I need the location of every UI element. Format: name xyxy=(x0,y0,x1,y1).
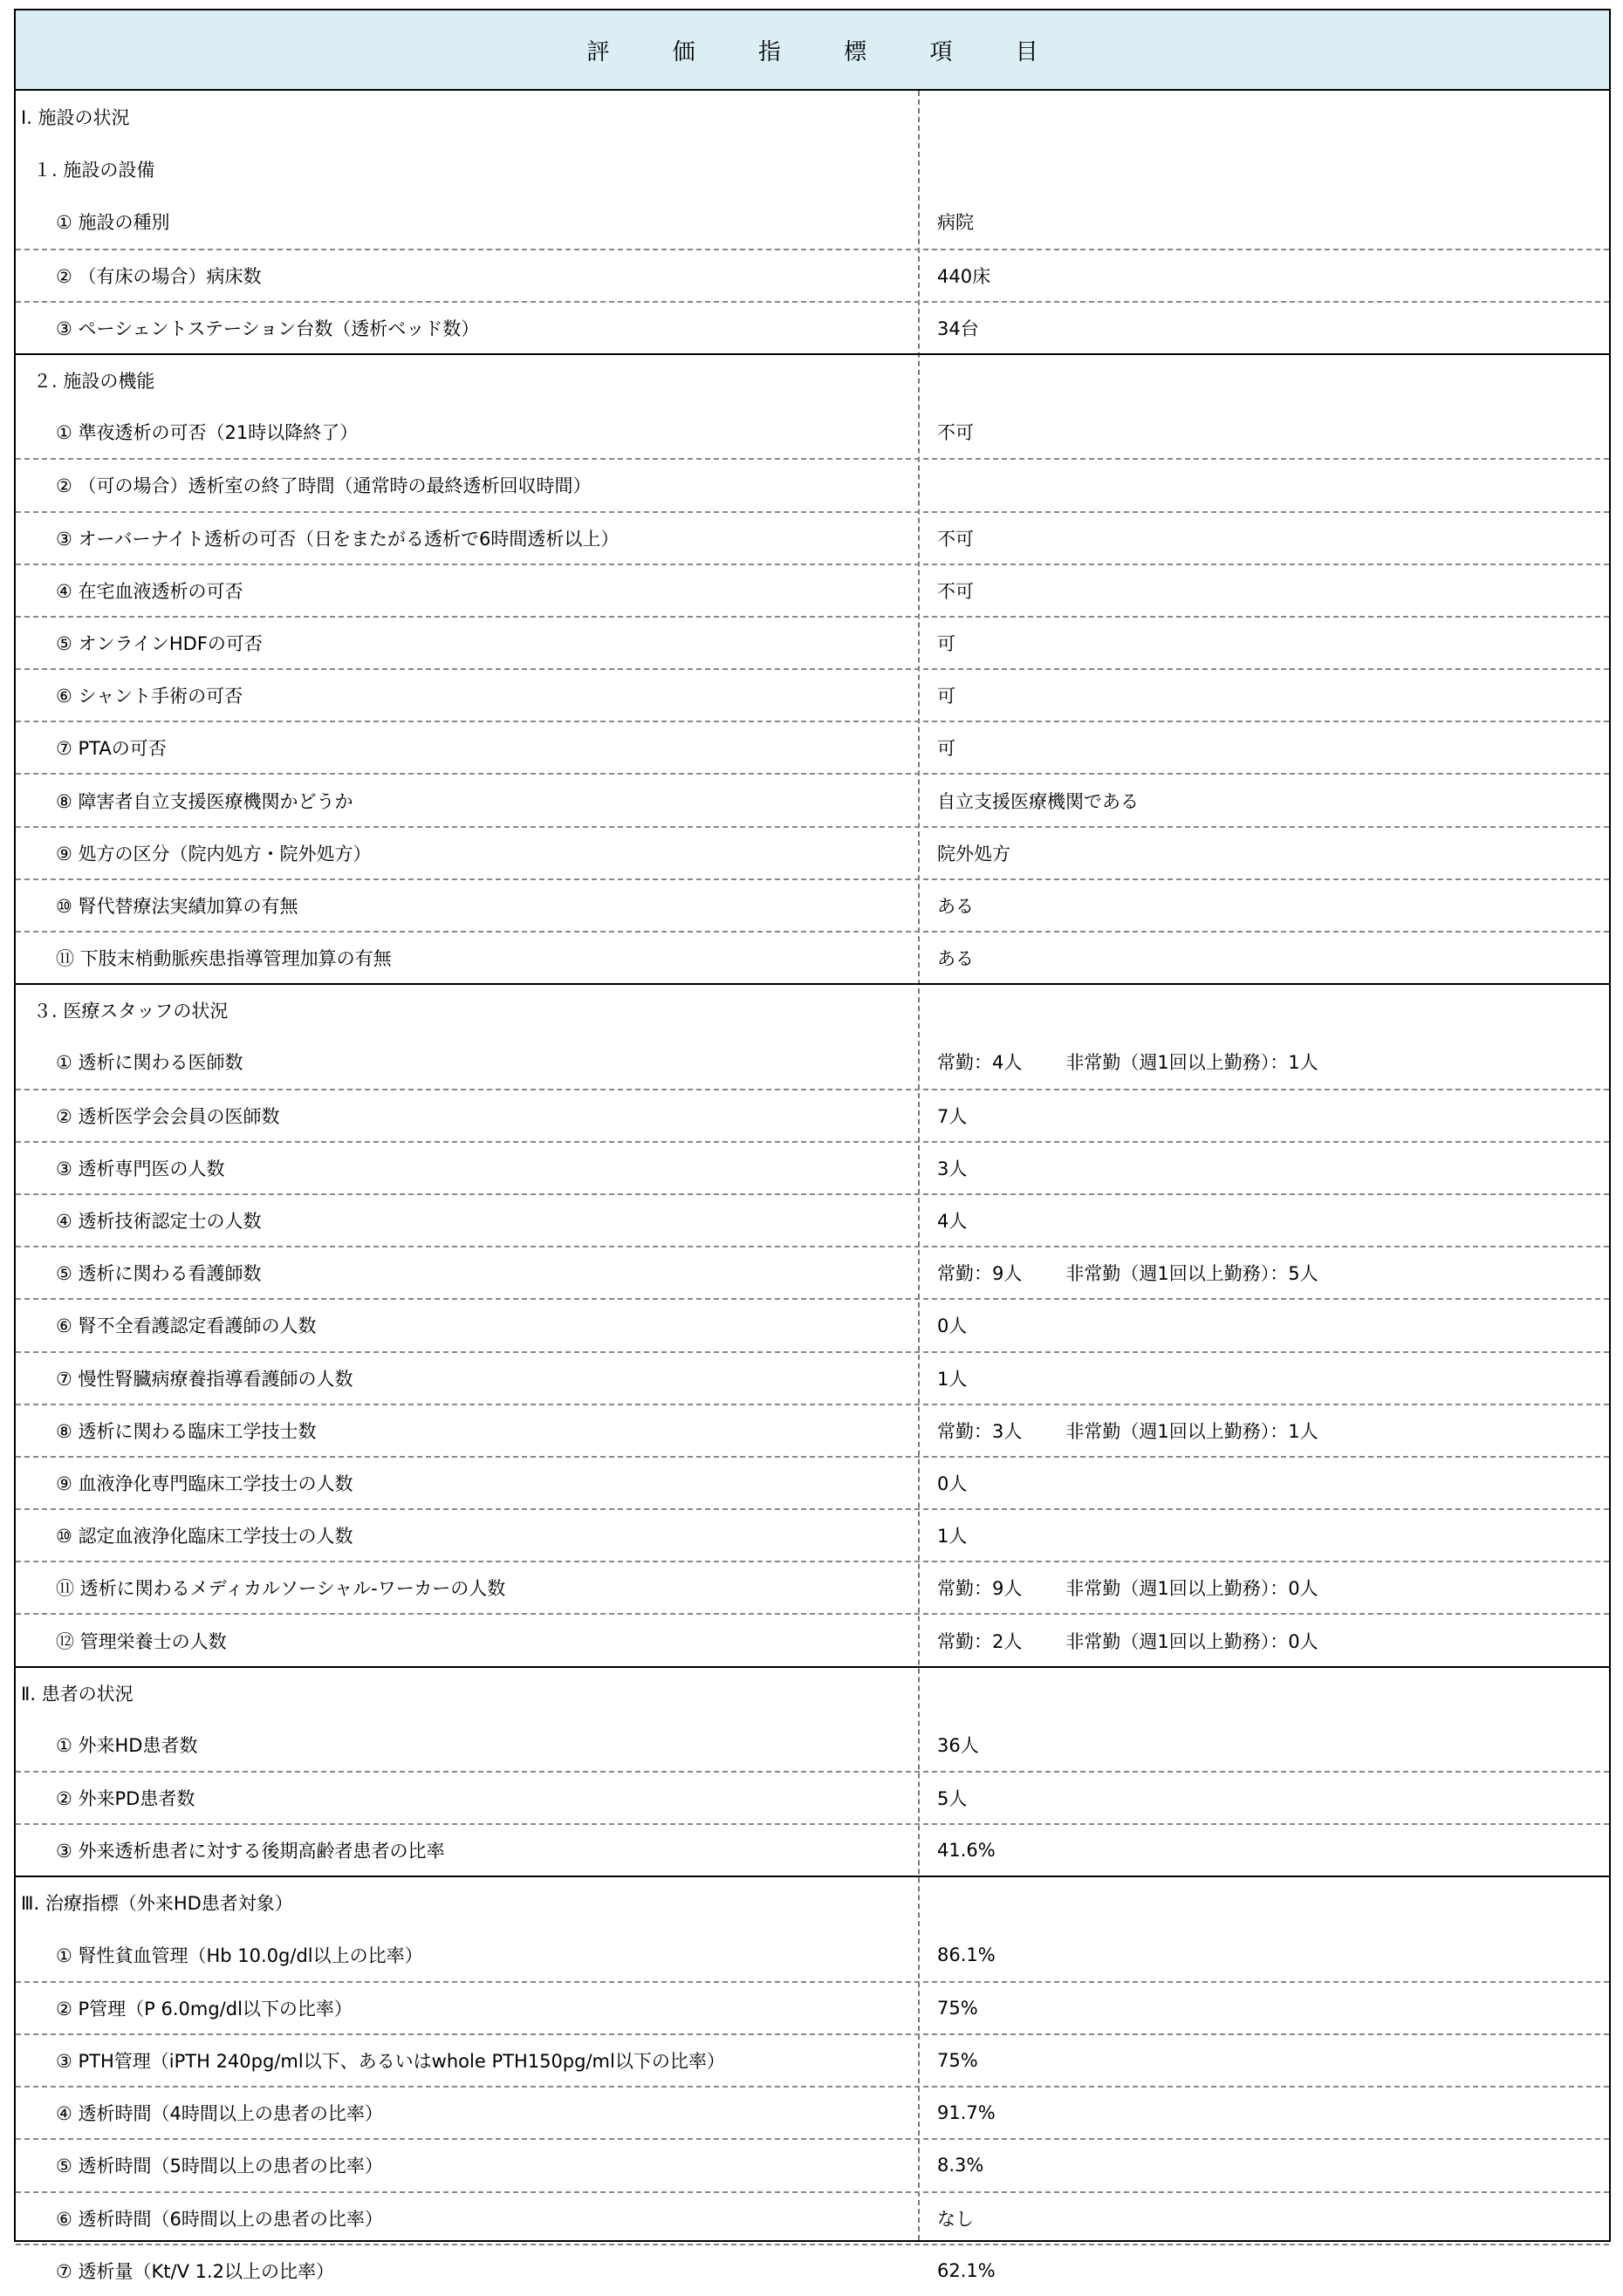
item-value-primary: 常勤：4人 xyxy=(937,1052,1023,1074)
table-row xyxy=(16,249,1609,301)
item-label: ⑫ 管理栄養士の人数 xyxy=(56,1630,227,1652)
table-row xyxy=(16,1613,1609,1665)
table-row xyxy=(16,2138,1609,2190)
table-header xyxy=(16,10,1609,91)
item-value xyxy=(937,460,1600,510)
item-label: ⑤ オンラインHDFの可否 xyxy=(56,632,263,654)
item-value-primary: 86.1% xyxy=(937,1944,996,1965)
item-label: ⑪ 下肢末梢動脈疾患指導管理加算の有無 xyxy=(56,948,392,970)
item-value xyxy=(937,1090,1600,1141)
table-row xyxy=(16,1929,1609,1981)
item-label: ④ 透析時間（4時間以上の患者の比率） xyxy=(56,2103,383,2125)
item-label: ⑥ シャント手術の可否 xyxy=(56,686,243,707)
item-value-primary: 5人 xyxy=(937,1788,968,1810)
item-value-primary: 可 xyxy=(937,738,955,760)
item-value xyxy=(937,513,1600,564)
section-title: Ⅰ. 施設の状況 xyxy=(21,107,130,129)
item-label: ⑨ 血液浄化専門臨床工学技士の人数 xyxy=(56,1473,353,1494)
item-value-primary: 0人 xyxy=(937,1315,968,1337)
item-value-primary: 3人 xyxy=(937,1158,968,1179)
item-value-primary: 常勤：9人 xyxy=(937,1263,1023,1285)
item-value xyxy=(937,1719,1600,1771)
item-label: ⑨ 処方の区分（院内処方・院外処方） xyxy=(56,843,372,864)
table-row xyxy=(16,1981,1609,2033)
item-value xyxy=(937,1035,1600,1088)
item-value xyxy=(937,1143,1600,1193)
item-value xyxy=(937,670,1600,721)
item-label: ⑦ 慢性腎臓病療養指導看護師の人数 xyxy=(56,1368,353,1390)
table-row xyxy=(16,1404,1609,1456)
item-value-primary: 院外処方 xyxy=(937,843,1010,864)
item-value-primary: 41.6% xyxy=(937,1840,996,1862)
item-label: ⑪ 透析に関わるメディカルソーシャル-ワーカーの人数 xyxy=(56,1578,506,1600)
item-label: ⑩ 認定血液浄化臨床工学技士の人数 xyxy=(56,1526,353,1548)
evaluation-table xyxy=(14,9,1611,2282)
item-value xyxy=(937,722,1600,773)
item-value-primary: 75% xyxy=(937,1997,978,2019)
item-value xyxy=(937,1300,1600,1350)
item-value xyxy=(937,1668,1600,1719)
item-value-secondary: 非常勤（週1回以上勤務）：1人 xyxy=(1065,1420,1318,1442)
item-value xyxy=(937,565,1600,616)
item-value xyxy=(937,1773,1600,1823)
table-row xyxy=(16,406,1609,458)
item-label: ⑤ 透析時間（5時間以上の患者の比率） xyxy=(56,2156,383,2177)
table-row xyxy=(16,1193,1609,1246)
item-value xyxy=(937,1458,1600,1508)
item-label: ② 透析医学会会員の医師数 xyxy=(56,1105,280,1127)
item-value xyxy=(937,2035,1600,2086)
table-row xyxy=(16,1508,1609,1561)
table-row xyxy=(16,826,1609,878)
table-row xyxy=(16,931,1609,983)
item-label: ⑥ 透析時間（6時間以上の患者の比率） xyxy=(56,2208,383,2230)
table-row xyxy=(16,2244,1609,2296)
item-value xyxy=(937,2193,1600,2244)
item-value-primary: なし xyxy=(937,2208,974,2230)
table-row xyxy=(16,564,1609,616)
item-value-primary: 常勤：2人 xyxy=(937,1630,1023,1652)
table-row xyxy=(16,616,1609,668)
item-value-secondary: 非常勤（週1回以上勤務）：5人 xyxy=(1065,1263,1318,1285)
item-value-primary: 可 xyxy=(937,632,955,654)
item-value-primary: 440床 xyxy=(937,265,991,287)
table-row xyxy=(16,773,1609,825)
table-body xyxy=(16,91,1609,2296)
item-label: ⑧ 透析に関わる臨床工学技士数 xyxy=(56,1420,317,1442)
item-label: ① 外来HD患者数 xyxy=(56,1734,198,1756)
item-value-primary: 自立支援医療機関である xyxy=(937,790,1139,812)
item-value xyxy=(937,1929,1600,1981)
table-row xyxy=(16,1298,1609,1350)
item-value xyxy=(937,1825,1600,1876)
table-row xyxy=(16,1456,1609,1508)
item-label: ① 腎性貧血管理（Hb 10.0g/dl以上の比率） xyxy=(56,1944,423,1966)
item-value-primary: 75% xyxy=(937,2050,978,2072)
item-value-secondary: 非常勤（週1回以上勤務）：0人 xyxy=(1065,1630,1318,1652)
section-header-row xyxy=(16,983,1609,1035)
item-label: ② 外来PD患者数 xyxy=(56,1788,195,1810)
item-value xyxy=(937,1247,1600,1298)
table-row xyxy=(16,195,1609,248)
item-value xyxy=(937,775,1600,825)
table-row xyxy=(16,1089,1609,1141)
item-label: ① 準夜透析の可否（21時以降終了） xyxy=(56,422,359,444)
item-value xyxy=(937,1983,1600,2033)
item-label: ② （可の場合）透析室の終了時間（通常時の最終透析回収時間） xyxy=(56,475,592,497)
item-label: ③ 透析専門医の人数 xyxy=(56,1158,225,1179)
item-value-primary: 36人 xyxy=(937,1734,979,1756)
item-value-primary: 常勤：3人 xyxy=(937,1420,1023,1442)
item-value xyxy=(937,1877,1600,1928)
item-value xyxy=(937,1510,1600,1561)
table-row xyxy=(16,2033,1609,2086)
item-value xyxy=(937,1405,1600,1456)
table-row xyxy=(16,1561,1609,1613)
item-value xyxy=(937,143,1600,195)
item-label: ⑥ 腎不全看護認定看護師の人数 xyxy=(56,1315,317,1337)
section-header-row xyxy=(16,1666,1609,1719)
table-row xyxy=(16,721,1609,773)
item-label: ② P管理（P 6.0mg/dl以下の比率） xyxy=(56,1998,353,2019)
section-header-row xyxy=(16,353,1609,406)
item-label: ③ ペーシェントステーション台数（透析ベッド数） xyxy=(56,318,480,339)
table-row xyxy=(16,1719,1609,1771)
item-value-primary: 1人 xyxy=(937,1368,968,1390)
section-header-row xyxy=(16,143,1609,195)
item-value-primary: 不可 xyxy=(937,580,974,602)
table-row xyxy=(16,1351,1609,1404)
section-title: １. 施設の設備 xyxy=(33,160,155,181)
table-row xyxy=(16,1246,1609,1298)
item-value xyxy=(937,2245,1600,2296)
item-label: ① 透析に関わる医師数 xyxy=(56,1052,243,1074)
item-value xyxy=(937,250,1600,301)
item-label: ① 施設の種別 xyxy=(56,212,170,234)
item-label: ⑧ 障害者自立支援医療機関かどうか xyxy=(56,790,353,812)
item-value-primary: 病院 xyxy=(937,212,974,234)
item-value xyxy=(937,91,1600,143)
item-value-primary: 62.1% xyxy=(937,2259,996,2281)
table-row xyxy=(16,878,1609,931)
item-value xyxy=(937,880,1600,931)
table-row xyxy=(16,301,1609,353)
item-value xyxy=(937,2088,1600,2138)
table-row xyxy=(16,2191,1609,2244)
section-title: Ⅲ. 治療指標（外来HD患者対象） xyxy=(21,1893,293,1915)
table-row xyxy=(16,1771,1609,1823)
table-row xyxy=(16,458,1609,510)
item-label: ② （有床の場合）病床数 xyxy=(56,265,262,287)
item-value xyxy=(937,406,1600,458)
item-value-primary: 不可 xyxy=(937,422,974,444)
item-label: ③ オーバーナイト透析の可否（日をまたがる透析で6時間透析以上） xyxy=(56,528,620,550)
item-value-primary: 8.3% xyxy=(937,2155,984,2176)
item-value-primary: ある xyxy=(937,895,974,917)
item-value xyxy=(937,2140,1600,2190)
item-value xyxy=(937,303,1600,353)
section-title: ２. 施設の機能 xyxy=(33,371,155,393)
item-value xyxy=(937,1353,1600,1404)
item-value xyxy=(937,195,1600,248)
table-row xyxy=(16,511,1609,564)
item-value xyxy=(937,828,1600,878)
item-label: ⑩ 腎代替療法実績加算の有無 xyxy=(56,895,298,917)
item-value-primary: 0人 xyxy=(937,1473,968,1494)
table-row xyxy=(16,668,1609,721)
item-value-primary: 常勤：9人 xyxy=(937,1578,1023,1600)
section-header-row xyxy=(16,1876,1609,1928)
item-value xyxy=(937,985,1600,1035)
item-label: ③ PTH管理（iPTH 240pg/ml以下、あるいはwhole PTH150pg/ml以下の比率） xyxy=(56,2051,725,2073)
item-label: ⑦ 透析量（Kt/V 1.2以上の比率） xyxy=(56,2260,335,2282)
table-row xyxy=(16,1823,1609,1876)
item-value-primary: ある xyxy=(937,948,974,970)
item-value-primary: 34台 xyxy=(937,318,979,339)
item-label: ④ 在宅血液透析の可否 xyxy=(56,580,243,602)
item-value xyxy=(937,618,1600,668)
section-title: Ⅱ. 患者の状況 xyxy=(21,1683,134,1705)
item-value xyxy=(937,1195,1600,1246)
item-value-primary: 不可 xyxy=(937,528,974,550)
item-value xyxy=(937,355,1600,406)
item-label: ③ 外来透析患者に対する後期高齢者患者の比率 xyxy=(56,1841,445,1862)
item-label: ⑤ 透析に関わる看護師数 xyxy=(56,1263,262,1285)
item-value xyxy=(937,1615,1600,1665)
item-value-primary: 1人 xyxy=(937,1526,968,1548)
item-value xyxy=(937,933,1600,983)
item-value xyxy=(937,1562,1600,1613)
item-label: ⑦ PTAの可否 xyxy=(56,738,167,760)
table-header-title: 評 価 指 標 項 目 xyxy=(586,38,1066,65)
item-label: ④ 透析技術認定士の人数 xyxy=(56,1211,262,1233)
item-value-primary: 可 xyxy=(937,686,955,707)
item-value-secondary: 非常勤（週1回以上勤務）：0人 xyxy=(1065,1578,1318,1600)
item-value-secondary: 非常勤（週1回以上勤務）：1人 xyxy=(1065,1052,1318,1074)
table-row xyxy=(16,1035,1609,1088)
section-header-row xyxy=(16,91,1609,143)
table-row xyxy=(16,2086,1609,2138)
section-title: ３. 医療スタッフの状況 xyxy=(33,1001,229,1022)
item-value-primary: 7人 xyxy=(937,1105,968,1127)
item-value-primary: 4人 xyxy=(937,1211,968,1233)
item-value-primary: 91.7% xyxy=(937,2102,996,2124)
table-row xyxy=(16,1141,1609,1193)
